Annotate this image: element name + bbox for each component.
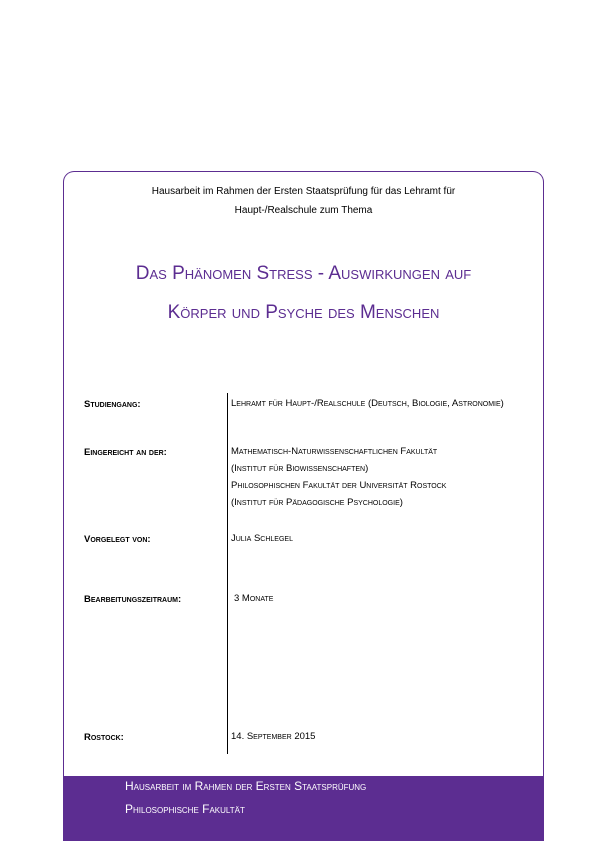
bearbeitungszeitraum-label: Bearbeitungszeitraum: <box>84 594 182 605</box>
ort-label: Rostock: <box>84 732 124 743</box>
footer-line-2: Philosophische Fakultät <box>125 802 245 816</box>
eingereicht-line-2: (Institut für Biowissenschaften) <box>231 463 369 474</box>
eingereicht-line-4: (Institut für Pädagogische Psychologie) <box>231 497 403 508</box>
header-line-2: Haupt-/Realschule zum Thema <box>234 205 373 216</box>
title-line-1: Das Phänomen Stress - Auswirkungen auf <box>135 263 472 284</box>
studiengang-value: Lehramt für Haupt-/Realschule (Deutsch, Biologie, Astronomie) <box>231 398 504 409</box>
datum-value: 14. September 2015 <box>231 731 316 742</box>
info-divider <box>227 393 228 754</box>
eingereicht-line-1: Mathematisch-Naturwissenschaftlichen Fakultät <box>231 446 438 457</box>
vorgelegt-value: Julia Schlegel <box>231 533 293 544</box>
eingereicht-line-3: Philosophischen Fakultät der Universität Rostock <box>231 480 447 491</box>
eingereicht-label: Eingereicht an der: <box>84 447 167 458</box>
studiengang-label: Studiengang: <box>84 399 141 410</box>
header-line-1: Hausarbeit im Rahmen der Ersten Staatsprüfung für das Lehramt für <box>151 186 456 197</box>
vorgelegt-label: Vorgelegt von: <box>84 534 151 545</box>
title-line-2: Körper und Psyche des Menschen <box>167 302 440 323</box>
footer-line-1: Hausarbeit im Rahmen der Ersten Staatsprüfung <box>125 779 367 793</box>
bearbeitungszeitraum-value: 3 Monate <box>234 593 274 604</box>
